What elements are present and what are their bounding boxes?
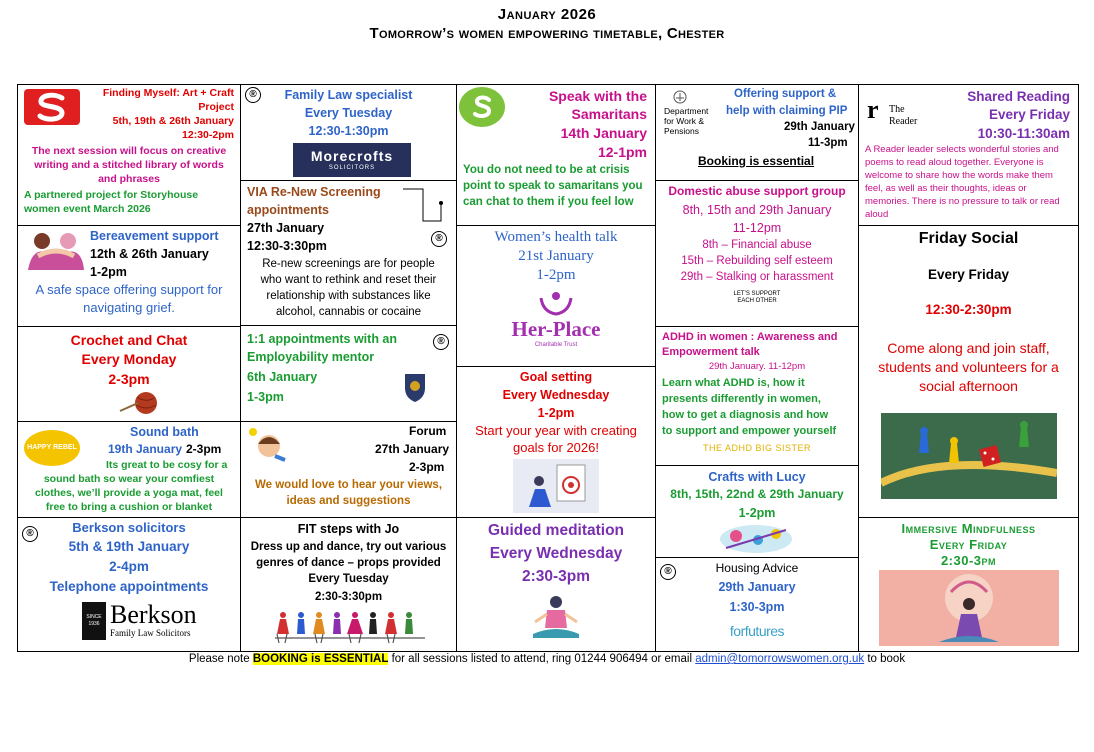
soundbath-title: Sound bath	[130, 425, 199, 439]
shared-desc-2: poems to read aloud together. Everyone is	[865, 157, 1044, 168]
samaritans-title-2: Samaritans	[571, 106, 647, 122]
forum-time: 2-3pm	[409, 460, 445, 474]
pip-booking-note: Booking is essential	[698, 154, 815, 168]
sound-bath-cell	[17, 421, 241, 518]
shared-title: Shared Reading	[967, 89, 1070, 104]
support-badge: LET’S SUPPORT EACH OTHER	[733, 291, 781, 305]
womens-time: 1-2pm	[536, 267, 576, 283]
via-renew-cell	[240, 180, 457, 326]
bereavement-title: Bereavement support	[90, 229, 219, 243]
employ-date: 6th January	[247, 370, 318, 384]
goal-desc-2: goals for 2026!	[512, 440, 599, 455]
registered-icon: ®	[660, 564, 676, 580]
page-title: January 2026	[497, 6, 597, 23]
yarn-ball-icon	[118, 389, 158, 417]
immersive-time: 2:30-3pm	[940, 553, 997, 568]
forfutures-logo: forfutures	[729, 623, 785, 639]
via-date: 27th January	[247, 221, 325, 235]
berkson-logo-text: Berkson	[110, 600, 197, 629]
happy-rebel-logo-icon: HAPPY REBEL	[24, 430, 80, 466]
berkson-cell	[17, 517, 241, 652]
finding-desc-2: writing and a stitched library of words	[34, 159, 224, 171]
goals-illustration-icon	[513, 459, 599, 513]
finding-desc-3: and phrases	[98, 173, 160, 185]
womens-health-cell	[456, 225, 656, 367]
her-place-hands-icon	[539, 288, 573, 316]
housing-title: Housing Advice	[715, 561, 799, 575]
shared-desc-6: aloud	[865, 209, 889, 220]
meditation-figure-icon	[529, 594, 583, 642]
dwp-logo-2: for Work &	[664, 116, 704, 126]
domestic-title: Domestic abuse support group	[668, 184, 846, 198]
finding-myself-cell	[17, 84, 241, 226]
guided-meditation-cell	[456, 517, 656, 652]
samaritans-s-logo-icon	[24, 89, 80, 125]
family-time: 12:30-1:30pm	[308, 124, 389, 138]
goal-title: Goal setting	[519, 370, 593, 384]
reader-r-logo-icon: r	[867, 95, 879, 124]
domestic-time: 11-12pm	[732, 221, 782, 235]
samaritans-circle-logo-icon	[459, 87, 505, 127]
her-place-logo-sub: Charitable Trust	[534, 342, 578, 348]
email-link[interactable]: admin@tomorrowswomen.org.uk	[695, 653, 865, 665]
bereavement-desc-1: A safe space offering support for	[35, 282, 223, 297]
dwp-logo-3: Pensions	[664, 126, 699, 136]
finding-desc-1: The next session will focus on creative	[31, 145, 227, 157]
employability-cell	[240, 325, 457, 422]
adhd-title-1: ADHD in women : Awareness and	[662, 331, 838, 343]
soundbath-desc-1: Its great to be cosy for a	[106, 459, 228, 471]
forum-desc-2: ideas and suggestions	[286, 495, 411, 507]
shared-desc-1: A Reader leader selects wonderful stories and	[865, 144, 1059, 155]
social-when: Every Friday	[927, 267, 1010, 282]
employ-title-2: Employability mentor	[247, 350, 375, 364]
footer-booking: BOOKING	[252, 653, 308, 665]
crochet-time: 2-3pm	[108, 371, 150, 387]
berkson-logo: SINCE 1936	[82, 602, 106, 640]
footer-post: for all sessions listed to attend, ring 01244 906494 or email	[391, 653, 693, 665]
booking-footer	[0, 653, 1094, 665]
registered-icon: ®	[22, 526, 38, 542]
fit-title: FIT steps with Jo	[297, 522, 400, 536]
morecrofts-logo	[293, 143, 411, 177]
women-hugging-icon	[24, 230, 88, 270]
samaritans-time: 12-1pm	[597, 144, 647, 160]
via-desc-3: relationship with substances like	[266, 290, 431, 302]
guided-when: Every Wednesday	[489, 545, 623, 562]
adhd-talk-cell	[655, 326, 859, 466]
bereavement-cell	[17, 225, 241, 327]
womens-date: 21st January	[518, 248, 594, 264]
domestic-topic-1: 8th – Financial abuse	[702, 239, 812, 251]
berkson-title: Berkson solicitors	[72, 520, 186, 535]
berkson-note: Telephone appointments	[49, 579, 209, 594]
via-desc-4: alcohol, cannabis or cocaine	[275, 306, 422, 318]
crest-logo-icon	[401, 370, 429, 406]
crochet-when: Every Monday	[81, 351, 177, 367]
adhd-desc-2: presents differently in women,	[662, 393, 821, 405]
adhd-date: 29th January. 11-12pm	[708, 361, 806, 372]
social-desc-1: Come along and join staff,	[887, 340, 1050, 356]
footer-end: to book	[867, 653, 906, 665]
adhd-title-2: Empowerment talk	[662, 346, 760, 358]
goal-setting-cell	[456, 366, 656, 518]
morecrofts-logo-text: Morecrofts	[310, 148, 394, 164]
reader-logo-1: The	[889, 104, 905, 115]
employ-title-1: 1:1 appointments with an	[247, 332, 398, 346]
finding-title-2: Project	[198, 101, 234, 113]
forum-title: Forum	[409, 424, 447, 438]
forum-cell	[240, 421, 457, 518]
finding-note-1: A partnered project for Storyhouse	[24, 189, 199, 201]
finding-time: 12:30-2pm	[182, 129, 234, 141]
adhd-desc-3: how to get a diagnosis and how	[662, 409, 829, 421]
crafts-time: 1-2pm	[738, 506, 776, 520]
bereavement-time: 1-2pm	[90, 265, 127, 279]
family-law-cell	[240, 84, 457, 181]
family-when: Every Tuesday	[304, 106, 393, 120]
thinking-person-icon	[245, 426, 289, 462]
via-time: 12:30-3:30pm	[247, 239, 327, 253]
social-desc-2: students and volunteers for a	[878, 359, 1059, 375]
crochet-title: Crochet and Chat	[70, 332, 188, 348]
footer-pre: Please note	[188, 653, 250, 665]
housing-time: 1:30-3pm	[729, 600, 785, 614]
fit-desc-1: Dress up and dance, try out various	[250, 541, 447, 553]
crochet-cell	[17, 326, 241, 422]
her-place-logo: Her-Place	[511, 317, 601, 341]
bereavement-desc-2: navigating grief.	[83, 300, 175, 315]
footer-is: is	[311, 653, 321, 665]
finding-dates: 5th, 19th & 26th January	[112, 115, 234, 127]
social-time: 12:30-2:30pm	[925, 302, 1012, 317]
berkson-time: 2-4pm	[109, 559, 149, 574]
samaritans-desc-2: point to speak to samaritans you	[463, 180, 643, 192]
immersive-when: Every Friday	[929, 537, 1008, 552]
finding-title-1: Finding Myself: Art + Craft	[102, 87, 234, 99]
shared-desc-5: memories. There is no pressure to talk or read	[865, 196, 1060, 207]
fit-when: Every Tuesday	[308, 573, 389, 585]
pip-title-1: Offering support &	[734, 88, 837, 100]
bereavement-dates: 12th & 26th January	[90, 247, 209, 261]
soundbath-time: 2-3pm	[186, 442, 222, 456]
via-title-1: VIA Re-New Screening	[247, 185, 381, 199]
shared-reading-cell	[858, 84, 1079, 226]
soundbath-desc-3: clothes, we’ll provide a yoga mat, feel	[35, 487, 223, 499]
guided-time: 2:30-3pm	[521, 568, 591, 585]
crafts-title: Crafts with Lucy	[708, 470, 806, 484]
family-title: Family Law specialist	[284, 88, 413, 102]
dwp-crest-icon	[672, 89, 688, 105]
dwp-logo-1: Department	[664, 106, 709, 116]
goal-when: Every Wednesday	[502, 388, 610, 402]
reader-logo-2: Reader	[889, 116, 918, 127]
immersive-mindfulness-cell	[858, 517, 1079, 652]
pip-title-2: help with claiming PIP	[726, 105, 848, 117]
shared-time: 10:30-11:30am	[977, 126, 1070, 141]
shared-desc-4: feel, as well as their thoughts, ideas or	[865, 183, 1027, 194]
via-desc-1: Re-new screenings are for people	[262, 258, 435, 270]
guided-title: Guided meditation	[487, 522, 625, 539]
housing-date: 29th January	[718, 580, 796, 594]
registered-icon: ®	[433, 334, 449, 350]
employ-time: 1-3pm	[247, 390, 284, 404]
fit-time: 2:30-3:30pm	[314, 591, 383, 603]
fit-steps-cell	[240, 517, 457, 652]
footer-essential: ESSENTIAL	[323, 653, 389, 665]
social-desc-3: social afternoon	[919, 378, 1018, 394]
registered-icon: ®	[431, 231, 447, 247]
soundbath-date: 19th January	[108, 442, 183, 456]
crafts-dates: 8th, 15th, 22nd & 29th January	[670, 487, 844, 501]
via-logo-icon	[401, 185, 451, 225]
samaritans-date: 14th January	[560, 125, 647, 141]
pip-time: 11-3pm	[808, 137, 848, 149]
pip-date: 29th January	[784, 121, 855, 133]
page-subtitle: Tomorrow’s women empowering timetable, Chester	[369, 25, 725, 42]
adhd-desc-4: to support and empower yourself	[662, 425, 837, 437]
samaritans-desc-1: You do not need to be at crisis	[463, 164, 630, 176]
fit-desc-2: genres of dance – props provided	[256, 557, 441, 569]
soundbath-desc-4: free to bring a cushion or blanket	[45, 501, 213, 513]
dancers-icon	[275, 610, 425, 644]
soundbath-desc-2: sound bath so wear your comfiest	[43, 473, 215, 485]
womens-title: Women’s health talk	[494, 229, 618, 245]
samaritans-desc-3: can chat to them if you feel low	[463, 196, 634, 208]
berkson-logo-sub: Family Law Solicitors	[110, 628, 191, 638]
registered-icon: ®	[245, 87, 261, 103]
pip-support-cell	[655, 84, 859, 181]
adhd-big-sister-logo: THE ADHD BIG SISTER	[702, 443, 812, 453]
friday-social-cell	[858, 225, 1079, 518]
samaritans-title-1: Speak with the	[548, 88, 647, 104]
via-desc-2: who want to rethink and reset their	[260, 274, 437, 286]
crafts-lucy-cell	[655, 465, 859, 558]
adhd-desc-1: Learn what ADHD is, how it	[662, 377, 805, 389]
mindfulness-illustration-icon	[879, 570, 1059, 646]
domestic-topic-2: 15th – Rebuilding self esteem	[681, 255, 833, 267]
social-title: Friday Social	[918, 230, 1019, 247]
craft-supplies-icon	[716, 522, 796, 554]
samaritans-cell	[456, 84, 656, 226]
immersive-title: Immersive Mindfulness	[901, 521, 1036, 536]
via-title-2: appointments	[247, 203, 329, 217]
morecrofts-logo-sub: SOLICITORS	[328, 165, 376, 172]
domestic-abuse-cell	[655, 180, 859, 327]
housing-advice-cell	[655, 557, 859, 652]
shared-when: Every Friday	[988, 107, 1070, 122]
domestic-topic-3: 29th – Stalking or harassment	[680, 271, 834, 283]
domestic-dates: 8th, 15th and 29th January	[682, 203, 832, 217]
board-game-icon	[881, 413, 1057, 499]
forum-desc-1: We would love to hear your views,	[254, 479, 443, 491]
goal-time: 1-2pm	[537, 406, 575, 420]
goal-desc-1: Start your year with creating	[475, 423, 637, 438]
berkson-dates: 5th & 19th January	[68, 539, 190, 554]
shared-desc-3: welcome to share how the words make them	[865, 170, 1053, 181]
forum-date: 27th January	[375, 442, 450, 456]
finding-note-2: women event March 2026	[24, 203, 151, 215]
